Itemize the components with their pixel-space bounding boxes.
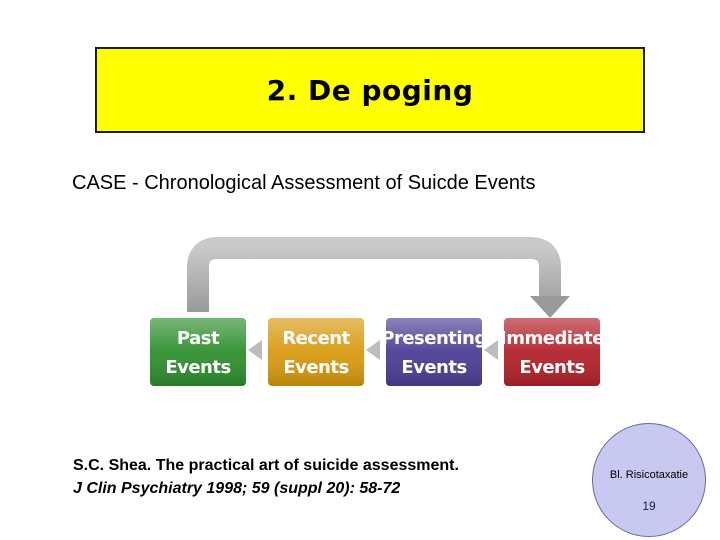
- box-recent-line2: Events: [283, 357, 349, 378]
- badge-label: Bl. Risicotaxatie: [609, 469, 689, 481]
- box-past-line2: Events: [165, 357, 231, 378]
- box-past: [150, 318, 246, 386]
- slide-badge: [592, 423, 706, 537]
- return-arrow: [198, 248, 550, 312]
- box-presenting: [381, 318, 487, 386]
- page-number: 19: [642, 499, 656, 513]
- box-recent-line1: Recent: [282, 328, 350, 349]
- box-recent: [268, 318, 364, 386]
- return-arrowhead: [530, 296, 570, 318]
- box-past-line1: Past: [176, 328, 220, 349]
- chevron-1: [248, 340, 262, 360]
- slide-title: 2. De poging: [266, 73, 474, 107]
- box-presenting-line2: Events: [401, 357, 467, 378]
- citation-line-2: J Clin Psychiatry 1998; 59 (suppl 20): 58-72: [73, 480, 401, 497]
- box-immediate-line2: Events: [519, 357, 585, 378]
- box-presenting-line1: Presenting: [381, 328, 487, 349]
- citation-line-1: S.C. Shea. The practical art of suicide assessment.: [73, 457, 459, 474]
- chevron-2: [366, 340, 380, 360]
- citation: [73, 454, 459, 500]
- slide-subtitle: CASE - Chronological Assessment of Suicde Events: [72, 172, 536, 194]
- box-immediate: [500, 318, 604, 386]
- box-immediate-line1: Immediate: [500, 328, 604, 349]
